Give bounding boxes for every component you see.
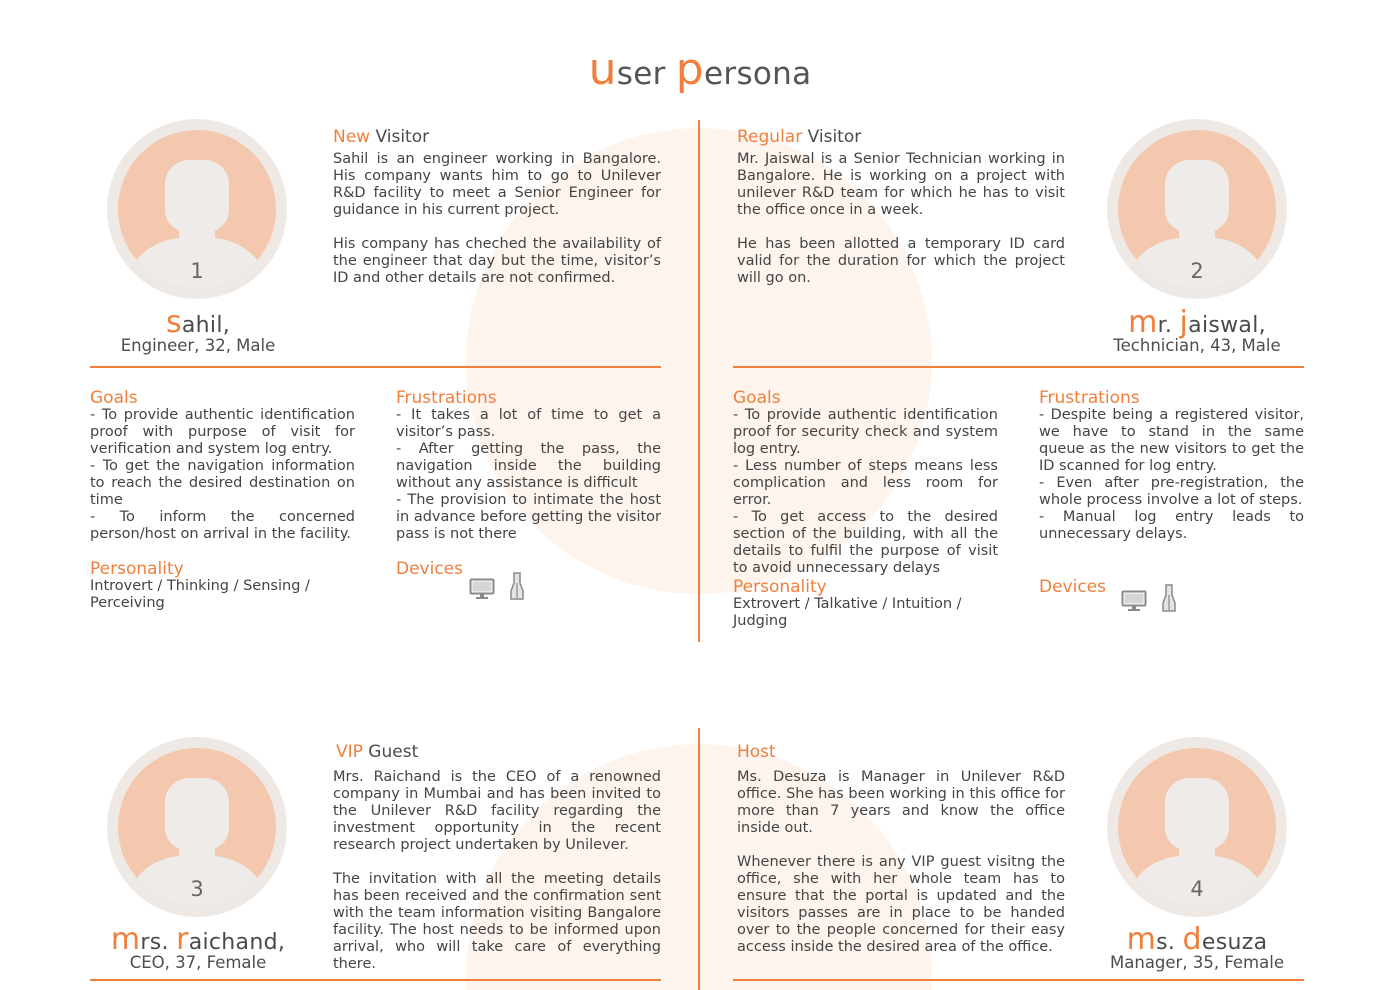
persona-4-info: Manager, 35, Female xyxy=(1110,953,1284,972)
monitor-icon xyxy=(469,578,495,600)
list-item: - To get the navigation information to reach the desired destination on time xyxy=(90,458,355,508)
horizontal-divider-2 xyxy=(733,366,1304,368)
monitor-icon xyxy=(1121,590,1147,612)
kiosk-icon xyxy=(1159,583,1179,613)
page-title: user persona xyxy=(588,44,812,95)
persona-1-frustrations-list xyxy=(396,407,661,543)
persona-4-description: Ms. Desuza is Manager in Unilever R&D office. She has been working in this office for more than 7 years and know the office inside out. Whenever there is any VIP guest visitng the office, she with her whole team has to ensure that the portal is updated and the visitors passes are in place to be handed over to the people concerned for their easy access inside the desired area of the office. xyxy=(737,769,1065,955)
persona-1-goals-list xyxy=(90,407,355,543)
persona-1-goals-heading: Goals xyxy=(90,388,138,408)
persona-2-frustrations-heading: Frustrations xyxy=(1039,388,1140,408)
persona-1-name: sahil, xyxy=(165,305,231,340)
avatar-persona-3 xyxy=(107,737,287,917)
persona-2-goals-list xyxy=(733,407,998,577)
avatar-persona-4 xyxy=(1107,737,1287,917)
list-item: - Less number of steps means less complication and less room for error. xyxy=(733,458,998,508)
persona-2-info: Technician, 43, Male xyxy=(1113,336,1281,355)
persona-2-frustrations-list xyxy=(1039,407,1304,543)
persona-3-name: mrs. raichand, xyxy=(110,922,286,957)
list-item: - To get access to the desired section of the building, with all the details to fulfil the purpose of visit to avoid unnecessary delays xyxy=(733,509,998,576)
persona-4-name: ms. desuza xyxy=(1126,922,1268,957)
persona-2-goals-heading: Goals xyxy=(733,388,781,408)
persona-2-type: Regular Visitor xyxy=(737,127,862,147)
list-item: - It takes a lot of time to get a visitor’s pass. xyxy=(396,407,661,440)
vertical-divider-top xyxy=(698,120,700,642)
horizontal-divider-3 xyxy=(90,979,661,981)
list-item: - Manual log entry leads to unnecessary delays. xyxy=(1039,509,1304,542)
horizontal-divider-1 xyxy=(90,366,661,368)
persona-number: 4 xyxy=(1190,877,1204,901)
horizontal-divider-4 xyxy=(733,979,1304,981)
persona-number: 3 xyxy=(190,877,204,901)
persona-2-personality-heading: Personality xyxy=(733,577,827,597)
persona-1-devices-heading: Devices xyxy=(396,559,463,579)
persona-3-info: CEO, 37, Female xyxy=(129,953,267,972)
vertical-divider-bottom xyxy=(698,728,700,990)
list-item: - To inform the concerned person/host on arrival in the facility. xyxy=(90,509,355,542)
persona-3-type: VIP Guest xyxy=(336,742,419,762)
avatar-persona-1 xyxy=(107,119,287,299)
persona-3-description: Mrs. Raichand is the CEO of a renowned company in Mumbai and has been invited to the Unilever R&D facility regarding the investment opportunity in the recent research project undertaken by Unilever. The invitation with all the meeting details has been received and the confirmation sent with the team information visiting Bangalore facility. The host needs to be informed upon arrival, who will take care of everything there. xyxy=(333,769,661,972)
persona-number: 2 xyxy=(1190,259,1204,283)
persona-2-devices-heading: Devices xyxy=(1039,577,1106,597)
persona-number: 1 xyxy=(190,259,204,283)
persona-2-personality: Extrovert / Talkative / Intuition / Judging xyxy=(733,596,962,629)
persona-4-type: Host xyxy=(737,742,776,762)
persona-1-frustrations-heading: Frustrations xyxy=(396,388,497,408)
persona-1-type: New Visitor xyxy=(333,127,430,147)
list-item: - Despite being a registered visitor, we have to stand in the same queue as the new visitors to get the ID scanned for log entry. xyxy=(1039,407,1304,474)
list-item: - To provide authentic identification proof with purpose of visit for verification and system log entry. xyxy=(90,407,355,457)
persona-1-personality-heading: Personality xyxy=(90,559,184,579)
persona-1-personality: Introvert / Thinking / Sensing / Perceiving xyxy=(90,578,310,611)
list-item: - Even after pre-registration, the whole process involve a lot of steps. xyxy=(1039,475,1304,508)
persona-2-name: mr. jaiswal, xyxy=(1128,305,1266,340)
list-item: - After getting the pass, the navigation inside the building without any assistance is difficult xyxy=(396,441,661,491)
kiosk-icon xyxy=(507,571,527,601)
persona-1-info: Engineer, 32, Male xyxy=(120,336,276,355)
avatar-persona-2 xyxy=(1107,119,1287,299)
persona-1-description: Sahil is an engineer working in Bangalore. His company wants him to go to Unilever R&D facility to meet a Senior Engineer for guidance in his current project. His company has cheched the availability of the engineer that day but the time, visitor’s ID and other details are not confirmed. xyxy=(333,151,661,286)
list-item: - The provision to intimate the host in advance before getting the visitor pass is not there xyxy=(396,492,661,542)
persona-2-description: Mr. Jaiswal is a Senior Technician working in Bangalore. He is working on a project with unilever R&D team for which he has to visit the office once in a week. He has been allotted a temporary ID card valid for the duration for which the project will go on. xyxy=(737,151,1065,286)
list-item: - To provide authentic identification proof for security check and system log entry. xyxy=(733,407,998,457)
